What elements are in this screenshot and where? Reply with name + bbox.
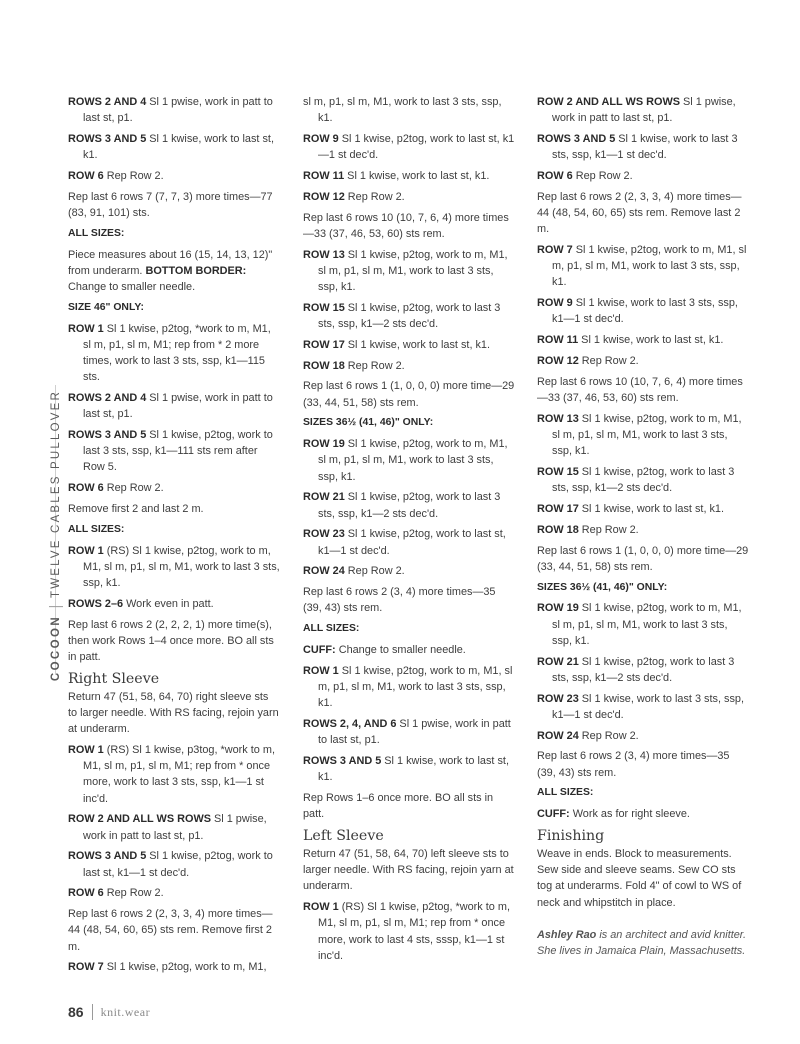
pattern-row-instruction	[303, 300, 515, 332]
row-label: ROW 13	[537, 412, 579, 425]
pattern-row-instruction	[68, 885, 280, 901]
instruction-paragraph	[537, 543, 749, 575]
pattern-row-instruction	[68, 596, 280, 612]
row-label: ROWS 3 AND 5	[68, 850, 147, 863]
row-label: ROW 6	[537, 170, 573, 182]
pattern-row-instruction	[537, 168, 749, 184]
pattern-row-instruction	[537, 295, 749, 327]
instruction-text: sl m, p1, sl m, M1, work to last 3 sts, ssp, k1.	[303, 96, 502, 125]
pattern-row-instruction	[68, 427, 280, 476]
row-label: ROW 24	[303, 565, 345, 578]
instruction-text: Rep Row 2.	[103, 482, 164, 495]
instruction-paragraph	[303, 94, 515, 126]
instruction-text: Sl 1 pwise, work in patt to last st, p1.	[83, 813, 267, 842]
instruction-text: Sl 1 kwise, p2tog, work to last 3 sts, ssp, k1—2 sts dec'd.	[552, 466, 735, 495]
pattern-row-instruction	[303, 899, 515, 964]
pattern-row-instruction	[537, 728, 749, 744]
size-subheading: ALL SIZES:	[68, 227, 125, 239]
instruction-text: Sl 1 kwise, work to last st, k1.	[578, 334, 724, 347]
pattern-row-instruction	[303, 436, 515, 485]
row-label: ROW 13	[303, 248, 345, 261]
row-label: ROW 6	[68, 170, 104, 182]
instruction-paragraph	[303, 584, 515, 616]
instruction-text: Rep last 6 rows 2 (3, 4) more times—35 (39, 43) sts rem.	[537, 750, 730, 779]
instruction-text: Sl 1 kwise, work to last st, k1.	[578, 503, 725, 515]
size-subheading: ALL SIZES:	[303, 623, 360, 635]
pattern-row-instruction	[68, 321, 280, 386]
row-label: ROW 19	[537, 602, 579, 615]
pattern-row-instruction	[537, 501, 749, 517]
pattern-row-instruction	[303, 358, 515, 374]
row-label: ROW 2 AND ALL WS ROWS	[537, 96, 680, 108]
instruction-text: Rep Row 2.	[572, 170, 633, 182]
instruction-paragraph	[303, 378, 515, 410]
instruction-text: Sl 1 kwise, p2tog, work to last st, k1—1 st dec'd.	[318, 528, 506, 557]
instruction-text: Rep last 6 rows 2 (3, 4) more times—35 (39, 43) sts rem.	[303, 586, 496, 615]
row-label: ROW 18	[303, 359, 345, 372]
instruction-text: Sl 1 kwise, work to last 3 sts, ssp, k1—1 st dec'd.	[552, 692, 744, 721]
instruction-text: Sl 1 kwise, work to last st, k1.	[83, 133, 274, 162]
pattern-row-instruction	[537, 691, 749, 723]
instruction-text: Sl 1 kwise, work to last st, k1.	[318, 754, 509, 784]
row-label: ROW 24	[537, 729, 579, 742]
size-subheading: ALL SIZES:	[68, 523, 125, 535]
instruction-text: Sl 1 pwise, work in patt to last st, p1.	[552, 96, 736, 125]
pattern-row-instruction	[537, 411, 749, 460]
pattern-row-instruction	[537, 522, 749, 538]
row-label: ROW 1	[68, 544, 104, 557]
instruction-paragraph	[68, 617, 280, 666]
row-label: ROW 2 AND ALL WS ROWS	[68, 813, 211, 826]
pattern-row-instruction	[68, 959, 280, 975]
pattern-row-instruction	[303, 189, 515, 205]
column-2	[303, 94, 515, 969]
pattern-row-instruction	[303, 131, 515, 163]
instruction-paragraph	[537, 189, 749, 238]
pattern-row-instruction	[303, 489, 515, 521]
pattern-row-instruction	[68, 811, 280, 843]
pattern-row-instruction	[303, 526, 515, 558]
row-label: ROW 21	[303, 491, 345, 504]
instruction-text: Sl 1 kwise, p2tog, work to m, M1, sl m, p1, sl m, M1, work to last 3 sts, ssp, k1.	[552, 602, 742, 647]
instruction-text: Piece measures about 16 (15, 14, 13, 12)" from underarm.	[68, 248, 273, 277]
row-label: ROW 1	[68, 322, 104, 335]
instruction-text: Sl 1 kwise, p2tog, work to m, M1, sl m, p1, sl m, M1, work to last 3 sts, ssp, k1.	[318, 438, 508, 483]
instruction-text: Sl 1 kwise, p2tog, work to m, M1, sl m, p1, sl m, M1, work to last 3 sts, ssp, k1.	[552, 244, 747, 289]
row-label: ROW 12	[303, 190, 345, 203]
instruction-text: Rep Row 2.	[344, 359, 405, 372]
pattern-row-instruction	[303, 168, 515, 184]
pattern-row-instruction	[537, 94, 749, 126]
instruction-text: Sl 1 kwise, p2tog, *work to m, M1, sl m, p1, sl m, M1; rep from * 2 more times, work to last 3 sts, ssp, k1—115 sts.	[83, 322, 271, 384]
instruction-text: Sl 1 kwise, p2tog, work to last 3 sts, ssp, k1—2 sts dec'd.	[318, 301, 501, 330]
instruction-paragraph	[68, 689, 280, 738]
instruction-text: Work even in patt.	[123, 597, 214, 610]
row-label: ROW 17	[537, 503, 579, 515]
size-subheading: SIZE 46" ONLY:	[68, 301, 144, 313]
instruction-text: Sl 1 pwise, work in patt to last st, p1.	[318, 717, 511, 747]
row-label: ROW 1	[303, 664, 339, 677]
pattern-row-instruction	[68, 390, 280, 422]
instruction-text: Rep last 6 rows 2 (2, 3, 3, 4) more times—44 (48, 54, 60, 65) sts rem. Remove first 2 m.	[68, 908, 273, 953]
instruction-text: Sl 1 kwise, p2tog, work to last 3 sts, ssp, k1—2 sts dec'd.	[552, 655, 735, 684]
pattern-row-instruction	[537, 353, 749, 369]
instruction-text: Sl 1 pwise, work in patt to last st, p1.	[83, 392, 273, 421]
instruction-paragraph	[68, 189, 280, 221]
pattern-row-instruction	[537, 242, 749, 291]
row-label: ROW 23	[303, 528, 345, 541]
page-number: 86	[68, 1004, 84, 1020]
instruction-text: Rep last 6 rows 2 (2, 3, 3, 4) more times—44 (48, 54, 60, 65) sts rem. Remove last 2 m.	[537, 190, 742, 236]
row-label: ROWS 2, 4, AND 6	[303, 717, 397, 730]
instruction-text: Sl 1 kwise, p2tog, work to m, M1, sl m, p1, sl m, M1, work to last 3 sts, ssp, k1.	[318, 248, 508, 293]
instruction-text: Rep last 6 rows 10 (10, 7, 6, 4) more times—33 (37, 46, 53, 60) sts rem.	[537, 375, 743, 404]
instruction-text: Weave in ends. Block to measurements. Sew side and sleeve seams. Sew CO sts tog at underarms. Fold 4" of cowl to WS of neck and whipstitch in place.	[537, 847, 742, 909]
instruction-text: Return 47 (51, 58, 64, 70) left sleeve sts to larger needle. With RS facing, rejoin yarn at underarm.	[303, 847, 514, 893]
row-label: ROW 18	[537, 523, 579, 536]
row-label: ROW 11	[537, 334, 579, 347]
instruction-text: Rep last 6 rows 10 (10, 7, 6, 4) more times—33 (37, 46, 53, 60) sts rem.	[303, 211, 509, 240]
size-subheading: ALL SIZES:	[537, 787, 594, 799]
row-label: ROWS 3 AND 5	[537, 133, 616, 145]
pattern-row-instruction	[303, 753, 515, 785]
row-label: ROWS 2 AND 4	[68, 96, 147, 108]
pattern-title-label: TWELVE CABLES PULLOVER	[50, 390, 62, 598]
instruction-text: Rep Row 2.	[578, 355, 639, 367]
instruction-text: Sl 1 kwise, work to last st, k1.	[344, 338, 491, 351]
section-heading: Left Sleeve	[303, 827, 384, 844]
side-label	[30, 390, 62, 682]
instruction-text: Sl 1 kwise, p2tog, work to m, M1, sl m, p1, sl m, M1, work to last 3 sts, ssp, k1.	[318, 664, 513, 710]
pattern-row-instruction	[537, 654, 749, 686]
pattern-row-instruction	[537, 600, 749, 649]
row-label: ROW 9	[537, 297, 573, 310]
pattern-row-instruction	[68, 543, 280, 592]
side-label-divider	[49, 606, 63, 607]
row-label: CUFF:	[537, 808, 570, 821]
row-label: ROWS 2–6	[68, 597, 124, 610]
row-label: ROW 9	[303, 133, 339, 145]
instruction-text: Sl 1 kwise, p2tog, work to last st, k1—1 st dec'd.	[83, 850, 273, 879]
instruction-text: Sl 1 kwise, p2tog, work to last 3 sts, ssp, k1—111 sts rem after Row 5.	[83, 429, 273, 474]
pattern-row-instruction	[537, 332, 749, 348]
instruction-text: Sl 1 kwise, p2tog, work to last st, k1—1 st dec'd.	[318, 133, 515, 162]
instruction-text: Sl 1 kwise, work to last 3 sts, ssp, k1—1 st dec'd.	[552, 297, 738, 326]
magazine-section-label: COCOON	[50, 614, 62, 682]
instruction-text: (RS) Sl 1 kwise, p2tog, *work to m, M1, sl m, p1, sl m, M1; rep from * once more, work to last 4 sts, sssp, k1—1 st inc'd.	[318, 901, 510, 962]
instruction-paragraph	[68, 247, 280, 296]
magazine-name: knit.wear	[100, 1004, 151, 1019]
instruction-paragraph	[68, 906, 280, 955]
footer-divider	[92, 1004, 93, 1020]
page-footer	[68, 1004, 150, 1020]
column-3	[537, 94, 749, 964]
section-label: BOTTOM BORDER:	[145, 264, 247, 277]
instruction-text: Rep last 6 rows 1 (1, 0, 0, 0) more time—29 (33, 44, 51, 58) sts rem.	[303, 380, 515, 409]
row-label: ROW 19	[303, 438, 345, 451]
designer-bio	[537, 927, 749, 959]
instruction-text: (RS) Sl 1 kwise, p3tog, *work to m, M1, sl m, p1, sl m, M1; rep from * once more, work to last 3 sts, ssp, k1—1 st inc'd.	[83, 744, 275, 805]
instruction-text: Return 47 (51, 58, 64, 70) right sleeve sts to larger needle. With RS facing, rejoin yarn at underarm.	[68, 690, 279, 736]
pattern-row-instruction	[68, 94, 280, 126]
instruction-paragraph	[303, 790, 515, 822]
instruction-text: Change to smaller needle.	[68, 281, 196, 293]
pattern-row-instruction	[537, 131, 749, 163]
pattern-row-instruction	[68, 480, 280, 496]
pattern-row-instruction	[68, 742, 280, 807]
section-heading: Finishing	[537, 827, 605, 844]
instruction-text: Sl 1 kwise, p2tog, work to m, M1,	[103, 961, 267, 974]
pattern-row-instruction	[537, 806, 749, 822]
row-label: ROW 15	[537, 466, 579, 478]
row-label: ROW 12	[537, 355, 579, 367]
pattern-row-instruction	[303, 563, 515, 579]
pattern-row-instruction	[68, 848, 280, 880]
row-label: ROW 21	[537, 655, 579, 668]
size-subheading: SIZES 36½ (41, 46)" ONLY:	[303, 417, 434, 429]
row-label: ROW 1	[68, 744, 104, 756]
row-label: ROW 7	[68, 961, 104, 974]
instruction-text: Rep Row 2.	[103, 887, 164, 900]
pattern-row-instruction	[537, 464, 749, 496]
instruction-text: Change to smaller needle.	[335, 643, 466, 656]
instruction-text: Work as for right sleeve.	[569, 808, 690, 821]
instruction-text: Rep Row 2.	[344, 565, 405, 578]
section-heading: Right Sleeve	[68, 670, 160, 687]
pattern-row-instruction	[303, 247, 515, 296]
instruction-text: Sl 1 kwise, p2tog, work to m, M1, sl m, p1, sl m, M1, work to last 3 sts, ssp, k1.	[552, 412, 742, 458]
row-label: ROW 17	[303, 338, 345, 351]
instruction-text: Sl 1 pwise, work in patt to last st, p1.	[83, 96, 273, 125]
column-1	[68, 94, 280, 980]
instruction-text: Sl 1 kwise, work to last 3 sts, ssp, k1—1 st dec'd.	[552, 133, 738, 162]
designer-bio-text: is an architect and avid knitter. She lives in Jamaica Plain, Massachusetts.	[537, 928, 747, 957]
row-label: ROWS 3 AND 5	[303, 754, 382, 767]
instruction-text: Rep Row 2.	[578, 523, 639, 536]
row-label: ROW 6	[68, 482, 104, 495]
pattern-row-instruction	[303, 716, 515, 748]
instruction-paragraph	[537, 748, 749, 780]
row-label: ROW 15	[303, 301, 345, 314]
instruction-text: Rep last 6 rows 7 (7, 7, 3) more times—77 (83, 91, 101) sts.	[68, 190, 273, 219]
instruction-paragraph	[537, 846, 749, 911]
instruction-text: Rep last 6 rows 2 (2, 2, 2, 1) more time(s), then work Rows 1–4 once more. BO all sts in patt.	[68, 618, 274, 663]
row-label: ROWS 3 AND 5	[68, 429, 147, 441]
instruction-text: (RS) Sl 1 kwise, p2tog, work to m, M1, sl m, p1, sl m, M1, work to last 3 sts, ssp, k1.	[83, 544, 280, 589]
row-label: ROW 1	[303, 901, 339, 914]
instruction-paragraph	[68, 501, 280, 517]
instruction-text: Sl 1 kwise, work to last st, k1.	[344, 170, 490, 182]
pattern-row-instruction	[303, 663, 515, 712]
row-label: ROW 7	[537, 244, 573, 256]
row-label: ROW 6	[68, 887, 104, 900]
instruction-text: Remove first 2 and last 2 m.	[68, 503, 204, 515]
instruction-text: Sl 1 kwise, p2tog, work to last 3 sts, ssp, k1—2 sts dec'd.	[318, 491, 501, 520]
instruction-text: Rep last 6 rows 1 (1, 0, 0, 0) more time—29 (33, 44, 51, 58) sts rem.	[537, 544, 749, 573]
instruction-text: Rep Row 2.	[344, 190, 405, 203]
size-subheading: SIZES 36½ (41, 46)" ONLY:	[537, 581, 668, 593]
pattern-row-instruction	[303, 337, 515, 353]
instruction-text: Rep Rows 1–6 once more. BO all sts in patt.	[303, 791, 494, 821]
instruction-paragraph	[303, 210, 515, 242]
instruction-paragraph	[537, 374, 749, 406]
row-label: CUFF:	[303, 643, 336, 656]
instruction-paragraph	[303, 846, 515, 895]
row-label: ROW 11	[303, 170, 345, 182]
instruction-text: Rep Row 2.	[578, 729, 639, 742]
designer-name: Ashley Rao	[537, 928, 597, 941]
row-label: ROWS 3 AND 5	[68, 133, 147, 145]
pattern-row-instruction	[68, 131, 280, 163]
row-label: ROW 23	[537, 692, 579, 705]
instruction-text: Rep Row 2.	[103, 170, 164, 182]
pattern-row-instruction	[303, 642, 515, 658]
pattern-row-instruction	[68, 168, 280, 184]
row-label: ROWS 2 AND 4	[68, 392, 147, 404]
